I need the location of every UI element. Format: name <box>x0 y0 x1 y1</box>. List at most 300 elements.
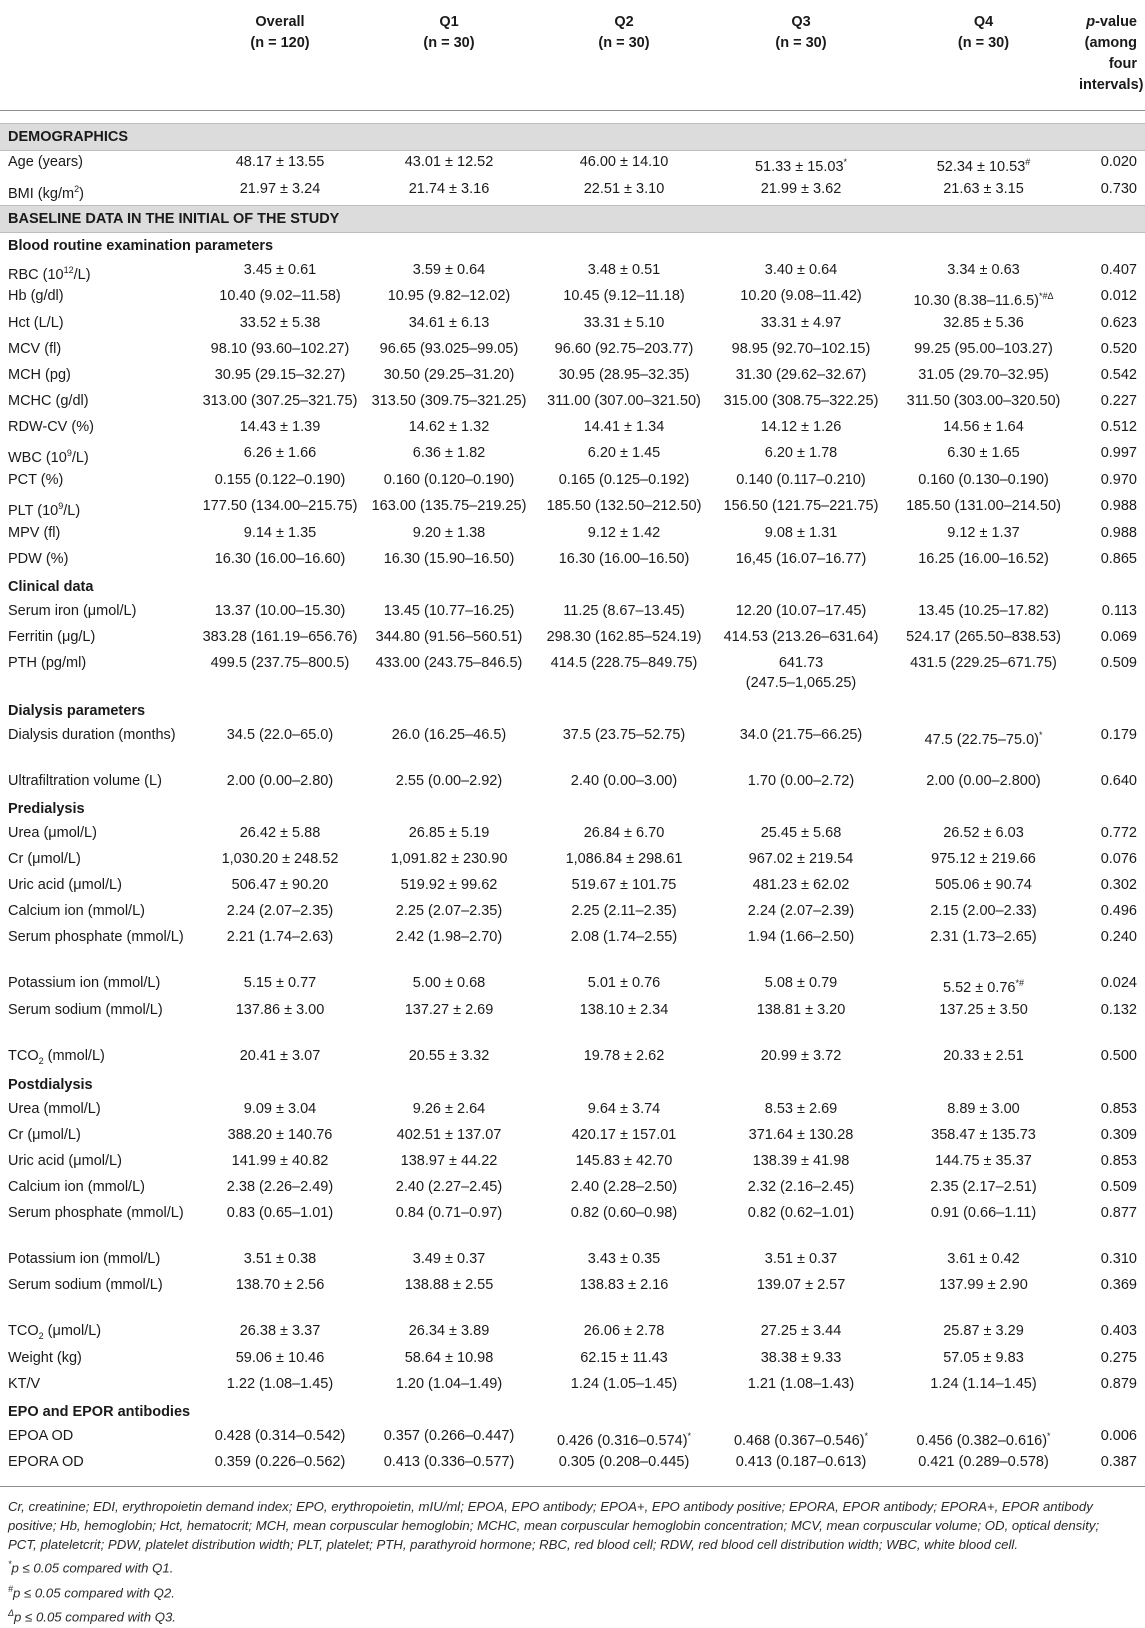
row-label: Serum sodium (mmol/L) <box>8 1001 163 1018</box>
value-cell: 43.01 ± 12.52 <box>404 154 494 170</box>
value-cell: 3.61 ± 0.42 <box>947 1250 1020 1267</box>
value-cell: 19.78 ± 2.62 <box>583 1047 665 1064</box>
table-row <box>0 312 1145 338</box>
value-cell: 0.140 (0.117–0.210) <box>736 472 866 489</box>
value-cell: 48.17 ± 13.55 <box>235 154 325 170</box>
col-n: (n = 120) <box>250 35 310 51</box>
value-cell: 9.12 ± 1.37 <box>947 524 1020 541</box>
value-cell: 26.0 (16.25–46.5) <box>391 726 507 743</box>
value-cell: 0.413 (0.336–0.577) <box>360 1451 538 1487</box>
p-label: p <box>1086 14 1096 30</box>
value-cell: 37.5 (23.75–52.75) <box>562 726 686 743</box>
value-cell: 481.23 ± 62.02 <box>752 876 850 893</box>
value-cell: 33.31 ± 5.10 <box>583 315 665 332</box>
value-cell: 16.25 (16.00–16.52) <box>918 550 1049 567</box>
value-cell: 2.25 (2.07–2.35) <box>395 902 503 919</box>
p-value-cell: 0.069 <box>1100 628 1137 645</box>
value-cell: 2.32 (2.16–2.45) <box>747 1178 855 1195</box>
p-value-cell: 0.997 <box>1100 445 1137 462</box>
table-row <box>0 1150 1145 1176</box>
value-cell: 14.43 ± 1.39 <box>239 419 321 436</box>
col-header-p-value <box>1075 0 1145 111</box>
value-cell: 1,086.84 ± 298.61 <box>565 850 683 867</box>
p-value-cell: 0.509 <box>1100 654 1137 671</box>
value-cell: 21.74 ± 3.16 <box>408 180 490 197</box>
value-cell: 3.40 ± 0.64 <box>764 261 838 278</box>
col-n: (n = 30) <box>957 35 1010 51</box>
table-row <box>0 1045 1145 1072</box>
p-label-line: (among <box>1084 35 1137 51</box>
value-cell: 3.51 ± 0.38 <box>243 1250 317 1267</box>
value-cell: 383.28 (161.19–656.76) <box>202 628 358 645</box>
row-label: Cr (μmol/L) <box>8 850 81 867</box>
value-cell: 0.413 (0.187–0.613) <box>710 1451 892 1487</box>
table-row <box>0 442 1145 469</box>
p-value-cell: 0.509 <box>1100 1178 1137 1195</box>
row-label: Calcium ion (mmol/L) <box>8 902 145 919</box>
value-cell: 0.160 (0.130–0.190) <box>918 472 1049 489</box>
value-cell: 25.87 ± 3.29 <box>943 1322 1024 1339</box>
p-label-line: four <box>1108 56 1137 72</box>
value-cell: 21.97 ± 3.24 <box>239 180 321 197</box>
value-cell: 14.56 ± 1.64 <box>943 419 1024 436</box>
value-cell: 1.94 (1.66–2.50) <box>747 928 855 945</box>
table-row <box>0 848 1145 874</box>
value-cell: 96.65 (93.025–99.05) <box>379 341 519 358</box>
p-value-cell: 0.853 <box>1100 1152 1137 1169</box>
table-row <box>0 1176 1145 1202</box>
p-value-cell: 0.988 <box>1100 498 1137 515</box>
value-cell: 138.81 ± 3.20 <box>756 1001 846 1018</box>
value-cell: 0.84 (0.71–0.97) <box>395 1204 503 1221</box>
p-value-cell: 0.500 <box>1100 1047 1137 1064</box>
value-cell: 26.38 ± 3.37 <box>239 1322 321 1339</box>
value-cell: 20.99 ± 3.72 <box>760 1047 842 1064</box>
value-cell: 16.30 (16.00–16.50) <box>558 550 690 567</box>
value-cell: 138.10 ± 2.34 <box>579 1001 669 1018</box>
col-n: (n = 30) <box>775 35 827 51</box>
value-cell: 10.20 (9.08–11.42) <box>740 288 862 305</box>
value-cell: 27.25 ± 3.44 <box>760 1322 842 1339</box>
value-cell: 57.05 ± 9.83 <box>943 1349 1024 1366</box>
table-row <box>0 522 1145 548</box>
row-label: Serum sodium (mmol/L) <box>8 1276 163 1293</box>
value-cell: 5.01 ± 0.76 <box>587 974 661 991</box>
value-cell: 2.24 (2.07–2.35) <box>226 902 334 919</box>
value-cell: 52.34 ± 10.53# <box>936 157 1031 175</box>
value-cell: 1.22 (1.08–1.45) <box>226 1375 334 1392</box>
value-cell: 0.357 (0.266–0.447) <box>383 1427 515 1444</box>
value-cell: 402.51 ± 137.07 <box>396 1126 502 1143</box>
value-cell: 16.30 (15.90–16.50) <box>383 550 515 567</box>
value-cell: 137.86 ± 3.00 <box>235 1001 325 1018</box>
abbreviations-footnote: Cr, creatinine; EDI, erythropoietin demand index; EPO, erythropoietin, mIU/ml; EPOA, EPO antibody; EPOA+, EPO antibody positive; EPORA, EPOR antibody; EPORA+, EPOR antibody positive; Hb, hemoglobin; Hct, hematocrit; MCH, mean corpuscular hemoglobin; MCHC, mean corpuscular hemoglobin concentration; MCV, mean corpuscular volume; OD, optical density; PCT, plateletcrit; PDW, platelet distribution width; PLT, platelet; PTH, parathyroid hormone; RBC, red blood cell; RDW, red blood cell distribution width; WBC, white blood cell. <box>8 1499 1100 1553</box>
value-cell: 6.20 ± 1.45 <box>587 445 661 462</box>
value-cell: 388.20 ± 140.76 <box>227 1126 333 1143</box>
table-row <box>0 626 1145 652</box>
value-cell: 138.88 ± 2.55 <box>404 1276 494 1293</box>
row-label: PLT $(10^9/L)$ <box>8 501 81 519</box>
table-row <box>0 926 1145 972</box>
row-label: EPOA OD <box>8 1427 74 1444</box>
value-cell: 6.26 ± 1.66 <box>243 445 317 462</box>
section-header-row <box>0 205 1145 232</box>
p-value-cell: 0.387 <box>1075 1451 1145 1487</box>
row-label: Urea (mmol/L) <box>8 1100 101 1117</box>
value-cell: 311.50 (303.00–320.50) <box>906 393 1061 410</box>
value-cell: 58.64 ± 10.98 <box>404 1349 494 1366</box>
value-cell: 420.17 ± 157.01 <box>571 1126 677 1143</box>
subsection-title: Postdialysis <box>8 1076 93 1093</box>
value-cell: 137.99 ± 2.90 <box>939 1276 1028 1293</box>
value-cell: 0.83 (0.65–1.01) <box>226 1204 334 1221</box>
p-label-line: intervals) <box>1079 77 1144 93</box>
value-cell: 975.12 ± 219.66 <box>931 850 1036 867</box>
p-value-cell: 0.877 <box>1100 1204 1137 1221</box>
significance-text: p ≤ 0.05 compared with Q2. <box>13 1585 175 1601</box>
significance-mark: * <box>8 1559 12 1570</box>
value-cell: 641.73 (247.5–1,065.25) <box>745 654 857 691</box>
value-cell: 137.27 ± 2.69 <box>404 1001 494 1018</box>
table-row <box>0 724 1145 770</box>
spacer-cell <box>0 111 1145 124</box>
value-cell: 0.426 (0.316–0.574)* <box>556 1430 692 1449</box>
value-cell: 26.34 ± 3.89 <box>408 1322 490 1339</box>
value-cell: 96.60 (92.75–203.77) <box>554 341 694 358</box>
row-label: WBC $(10^9/L)$ <box>8 448 89 467</box>
value-cell: 3.59 ± 0.64 <box>412 261 486 278</box>
value-cell: 20.41 ± 3.07 <box>239 1047 321 1064</box>
value-cell: 519.92 ± 99.62 <box>400 876 498 893</box>
value-cell: 14.12 ± 1.26 <box>760 419 842 436</box>
row-label: BMI $(kg/m^2)$ <box>8 183 84 202</box>
value-cell: 0.82 (0.62–1.01) <box>747 1204 855 1221</box>
value-cell: 14.41 ± 1.34 <box>583 419 665 436</box>
col-header-q2 <box>538 0 710 111</box>
value-cell: 47.5 (22.75–75.0)* <box>924 729 1043 748</box>
value-cell: 5.08 ± 0.79 <box>764 974 838 991</box>
value-cell: 2.40 (2.28–2.50) <box>570 1178 678 1195</box>
table-row <box>0 1347 1145 1373</box>
value-cell: 505.06 ± 90.74 <box>935 876 1032 893</box>
p-value-cell: 0.407 <box>1100 261 1137 278</box>
p-value-cell: 0.988 <box>1100 524 1137 541</box>
p-value-cell: 0.512 <box>1100 419 1137 436</box>
p-value-cell: 0.640 <box>1100 772 1137 789</box>
value-cell: 38.38 ± 9.33 <box>760 1349 842 1366</box>
row-label: Hb (g/dl) <box>8 288 64 305</box>
value-cell: 431.5 (229.25–671.75) <box>910 654 1057 671</box>
value-cell: 1.21 (1.08–1.43) <box>747 1375 855 1392</box>
value-cell: 139.07 ± 2.57 <box>756 1276 846 1293</box>
value-cell: 99.25 (95.00–103.27) <box>914 341 1053 358</box>
table-row <box>0 999 1145 1045</box>
value-cell: 12.20 (10.07–17.45) <box>735 602 867 619</box>
row-label: EPORA OD <box>0 1451 200 1487</box>
value-cell: 20.55 ± 3.32 <box>408 1047 490 1064</box>
subsection-header-row <box>0 1399 1145 1425</box>
table-row <box>0 822 1145 848</box>
row-label: KT/V <box>8 1375 41 1392</box>
value-cell: 2.35 (2.17–2.51) <box>930 1178 1037 1195</box>
significance-note <box>0 1554 1145 1578</box>
value-cell: 1.24 (1.05–1.45) <box>570 1375 678 1392</box>
value-cell: 414.5 (228.75–849.75) <box>550 654 698 671</box>
value-cell: 2.42 (1.98–2.70) <box>395 928 503 945</box>
significance-notes <box>0 1554 1145 1627</box>
table-row <box>0 1320 1145 1347</box>
row-label: Serum iron (μmol/L) <box>8 602 137 619</box>
significance-note <box>0 1603 1145 1627</box>
value-cell: 22.51 ± 3.10 <box>583 180 665 197</box>
value-cell: 5.15 ± 0.77 <box>243 974 317 991</box>
value-cell: 185.50 (132.50–212.50) <box>546 498 702 515</box>
value-cell: 311.00 (307.00–321.50) <box>547 393 701 410</box>
value-cell: 8.53 ± 2.69 <box>764 1100 838 1117</box>
value-cell: 499.5 (237.75–800.5) <box>210 654 350 671</box>
p-value-cell: 0.227 <box>1100 393 1137 410</box>
value-cell: 0.155 (0.122–0.190) <box>214 472 346 489</box>
value-cell: 6.20 ± 1.78 <box>764 445 838 462</box>
row-label: Dialysis duration (months) <box>8 726 176 743</box>
col-header-q4 <box>892 0 1075 111</box>
significance-text: p ≤ 0.05 compared with Q1. <box>11 1560 174 1576</box>
value-cell: 10.45 (9.12–11.18) <box>563 288 685 305</box>
value-cell: 31.30 (29.62–32.67) <box>735 367 867 384</box>
value-cell: 0.421 (0.289–0.578) <box>892 1451 1075 1487</box>
col-name: Q3 <box>791 14 811 30</box>
p-value-cell: 0.309 <box>1100 1126 1137 1143</box>
p-value-cell: 0.240 <box>1100 928 1137 945</box>
value-cell: 358.47 ± 135.73 <box>931 1126 1036 1143</box>
p-value-cell: 0.369 <box>1100 1276 1137 1293</box>
value-cell: 98.95 (92.70–102.15) <box>731 341 871 358</box>
table-row <box>0 770 1145 796</box>
row-label: Ferritin (μg/L) <box>8 628 96 645</box>
table-row <box>0 495 1145 522</box>
value-cell: 25.45 ± 5.68 <box>760 824 842 841</box>
value-cell: 2.40 (0.00–3.00) <box>570 772 678 789</box>
p-value-cell: 0.179 <box>1100 726 1137 743</box>
section-header-row <box>0 124 1145 151</box>
value-cell: 98.10 (93.60–102.27) <box>210 341 350 358</box>
value-cell: 0.456 (0.382–0.616)* <box>916 1430 1051 1449</box>
value-cell: 0.428 (0.314–0.542) <box>214 1427 346 1444</box>
value-cell: 9.12 ± 1.42 <box>587 524 661 541</box>
value-cell: 524.17 (265.50–838.53) <box>906 628 1061 645</box>
value-cell: 2.40 (2.27–2.45) <box>395 1178 503 1195</box>
value-cell: 21.99 ± 3.62 <box>760 180 842 197</box>
value-cell: 26.06 ± 2.78 <box>583 1322 665 1339</box>
table-row <box>0 1425 1145 1452</box>
p-value-cell: 0.020 <box>1100 154 1137 170</box>
subsection-header-row <box>0 796 1145 822</box>
value-cell: 30.95 (28.95–32.35) <box>558 367 690 384</box>
value-cell: 138.70 ± 2.56 <box>235 1276 325 1293</box>
row-label: Potassium ion (mmol/L) <box>8 1250 161 1267</box>
p-value-cell: 0.520 <box>1100 341 1137 358</box>
p-value-cell: 0.970 <box>1100 472 1137 489</box>
value-cell: 2.00 (0.00–2.800) <box>926 772 1041 789</box>
col-name: Q1 <box>439 14 459 30</box>
value-cell: 46.00 ± 14.10 <box>579 154 669 170</box>
row-label: Serum phosphate (mmol/L) <box>8 928 184 945</box>
value-cell: 144.75 ± 35.37 <box>935 1152 1032 1169</box>
table-row <box>0 1098 1145 1124</box>
significance-text: p ≤ 0.05 compared with Q3. <box>14 1609 176 1625</box>
subsection-title: Predialysis <box>8 800 85 817</box>
value-cell: 9.64 ± 3.74 <box>587 1100 661 1117</box>
p-value-cell: 0.879 <box>1100 1375 1137 1392</box>
p-value-cell: 0.623 <box>1100 315 1137 332</box>
value-cell: 10.95 (9.82–12.02) <box>387 288 511 305</box>
subsection-header-row <box>0 232 1145 259</box>
value-cell: 3.51 ± 0.37 <box>764 1250 838 1267</box>
row-label: Urea (μmol/L) <box>8 824 97 841</box>
value-cell: 313.50 (309.75–321.25) <box>371 393 527 410</box>
value-cell: 26.52 ± 6.03 <box>943 824 1024 841</box>
value-cell: 13.37 (10.00–15.30) <box>214 602 346 619</box>
value-cell: 2.24 (2.07–2.39) <box>747 902 855 919</box>
value-cell: 26.85 ± 5.19 <box>408 824 490 841</box>
col-n: (n = 30) <box>598 35 650 51</box>
value-cell: 2.38 (2.26–2.49) <box>226 1178 334 1195</box>
value-cell: 315.00 (308.75–322.25) <box>723 393 879 410</box>
row-label: RBC $(10^{12}/L)$ <box>8 264 91 283</box>
value-cell: 1.20 (1.04–1.49) <box>395 1375 503 1392</box>
value-cell: 344.80 (91.56–560.51) <box>375 628 523 645</box>
value-cell: 8.89 ± 3.00 <box>947 1100 1020 1117</box>
value-cell: 2.55 (0.00–2.92) <box>395 772 503 789</box>
significance-mark: Δ <box>8 1608 15 1619</box>
value-cell: 5.00 ± 0.68 <box>412 974 486 991</box>
row-label: Uric acid (μmol/L) <box>8 876 122 893</box>
subsection-title: EPO and EPOR antibodies <box>8 1403 191 1420</box>
value-cell: 9.09 ± 3.04 <box>243 1100 317 1117</box>
value-cell: 26.84 ± 6.70 <box>583 824 665 841</box>
significance-note <box>0 1579 1145 1603</box>
value-cell: 11.25 (8.67–13.45) <box>563 602 685 619</box>
row-label: RDW-CV (%) <box>8 419 94 436</box>
value-cell: 33.31 ± 4.97 <box>760 315 842 332</box>
value-cell: 163.00 (135.75–219.25) <box>371 498 527 515</box>
table-row <box>0 1248 1145 1274</box>
table-row <box>0 416 1145 442</box>
value-cell: 51.33 ± 15.03* <box>754 157 848 175</box>
table-row <box>0 1124 1145 1150</box>
value-cell: 138.97 ± 44.22 <box>400 1152 498 1169</box>
row-label: Weight (kg) <box>8 1349 82 1366</box>
table-row <box>0 874 1145 900</box>
p-value-cell: 0.113 <box>1101 602 1137 619</box>
value-cell: 0.91 (0.66–1.11) <box>930 1204 1037 1221</box>
table-row <box>0 548 1145 574</box>
value-cell: 519.67 ± 101.75 <box>571 876 677 893</box>
p-value-cell: 0.024 <box>1100 974 1137 991</box>
table-row <box>0 364 1145 390</box>
value-cell: 371.64 ± 130.28 <box>748 1126 854 1143</box>
row-label: Potassium ion (mmol/L) <box>8 974 161 991</box>
table-row <box>0 178 1145 205</box>
table-row <box>0 285 1145 312</box>
value-cell: 34.5 (22.0–65.0) <box>226 726 334 743</box>
value-cell: 0.165 (0.125–0.192) <box>558 472 690 489</box>
value-cell: 156.50 (121.75–221.75) <box>723 498 879 515</box>
value-cell: 30.95 (29.15–32.27) <box>214 367 346 384</box>
value-cell: 298.30 (162.85–524.19) <box>546 628 702 645</box>
table-row <box>0 972 1145 999</box>
value-cell: 5.52 ± 0.76*# <box>943 977 1024 996</box>
value-cell: 506.47 ± 90.20 <box>231 876 329 893</box>
subsection-title: Clinical data <box>8 578 94 595</box>
value-cell: 313.00 (307.25–321.75) <box>202 393 358 410</box>
spacer-row <box>0 111 1145 124</box>
row-label: MCV (fl) <box>8 341 62 358</box>
value-cell: 9.20 ± 1.38 <box>412 524 486 541</box>
p-value-cell: 0.132 <box>1100 1001 1137 1018</box>
section-title: DEMOGRAPHICS <box>0 124 1145 151</box>
value-cell: 3.45 ± 0.61 <box>243 261 317 278</box>
subsection-title: Dialysis parameters <box>8 702 146 719</box>
p-value-cell: 0.302 <box>1100 876 1137 893</box>
value-cell: 33.52 ± 5.38 <box>239 315 321 332</box>
value-cell: 13.45 (10.25–17.82) <box>918 602 1049 619</box>
value-cell: 0.160 (0.120–0.190) <box>383 472 515 489</box>
value-cell: 21.63 ± 3.15 <box>943 180 1024 197</box>
value-cell: 177.50 (134.00–215.75) <box>202 498 358 515</box>
value-cell: 141.99 ± 40.82 <box>231 1152 329 1169</box>
col-name: Q4 <box>973 14 994 30</box>
row-label: $TCO_2$ (mmol/L) <box>8 1047 105 1066</box>
table-row <box>0 1274 1145 1320</box>
value-cell: 3.43 ± 0.35 <box>587 1250 661 1267</box>
row-label: MCH (pg) <box>8 367 71 384</box>
p-value-cell: 0.865 <box>1100 550 1137 567</box>
col-header-q1 <box>360 0 538 111</box>
section-title: BASELINE DATA IN THE INITIAL OF THE STUDY <box>0 205 1145 232</box>
value-cell: 2.21 (1.74–2.63) <box>226 928 334 945</box>
value-cell: 59.06 ± 10.46 <box>235 1349 325 1366</box>
value-cell: 2.31 (1.73–2.65) <box>930 928 1037 945</box>
p-value-cell: 0.853 <box>1100 1100 1137 1117</box>
value-cell: 13.45 (10.77–16.25) <box>383 602 515 619</box>
value-cell: 2.00 (0.00–2.80) <box>226 772 334 789</box>
col-header-overall <box>200 0 360 111</box>
table-row <box>0 259 1145 286</box>
value-cell: 16.30 (16.00–16.60) <box>214 550 346 567</box>
table-row <box>0 390 1145 416</box>
value-cell: 2.08 (1.74–2.55) <box>570 928 678 945</box>
table-row <box>0 469 1145 495</box>
row-label: MPV (fl) <box>8 524 61 541</box>
value-cell: 3.49 ± 0.37 <box>412 1250 486 1267</box>
value-cell: 34.61 ± 6.13 <box>408 315 490 332</box>
p-value-cell: 0.275 <box>1100 1349 1137 1366</box>
row-label: $TCO_2$ (μmol/L) <box>8 1322 102 1341</box>
value-cell: 1,091.82 ± 230.90 <box>390 850 508 867</box>
col-name: Q2 <box>614 14 634 30</box>
row-label: Ultrafiltration volume (L) <box>8 772 162 789</box>
subsection-header-row <box>0 574 1145 600</box>
value-cell: 1,030.20 ± 248.52 <box>221 850 339 867</box>
value-cell: 14.62 ± 1.32 <box>408 419 490 436</box>
table-row <box>0 900 1145 926</box>
row-label: Cr (μmol/L) <box>8 1126 81 1143</box>
value-cell: 138.83 ± 2.16 <box>579 1276 669 1293</box>
header-blank <box>0 0 200 111</box>
value-cell: 0.359 (0.226–0.562) <box>200 1451 360 1487</box>
value-cell: 1.24 (1.14–1.45) <box>930 1375 1037 1392</box>
